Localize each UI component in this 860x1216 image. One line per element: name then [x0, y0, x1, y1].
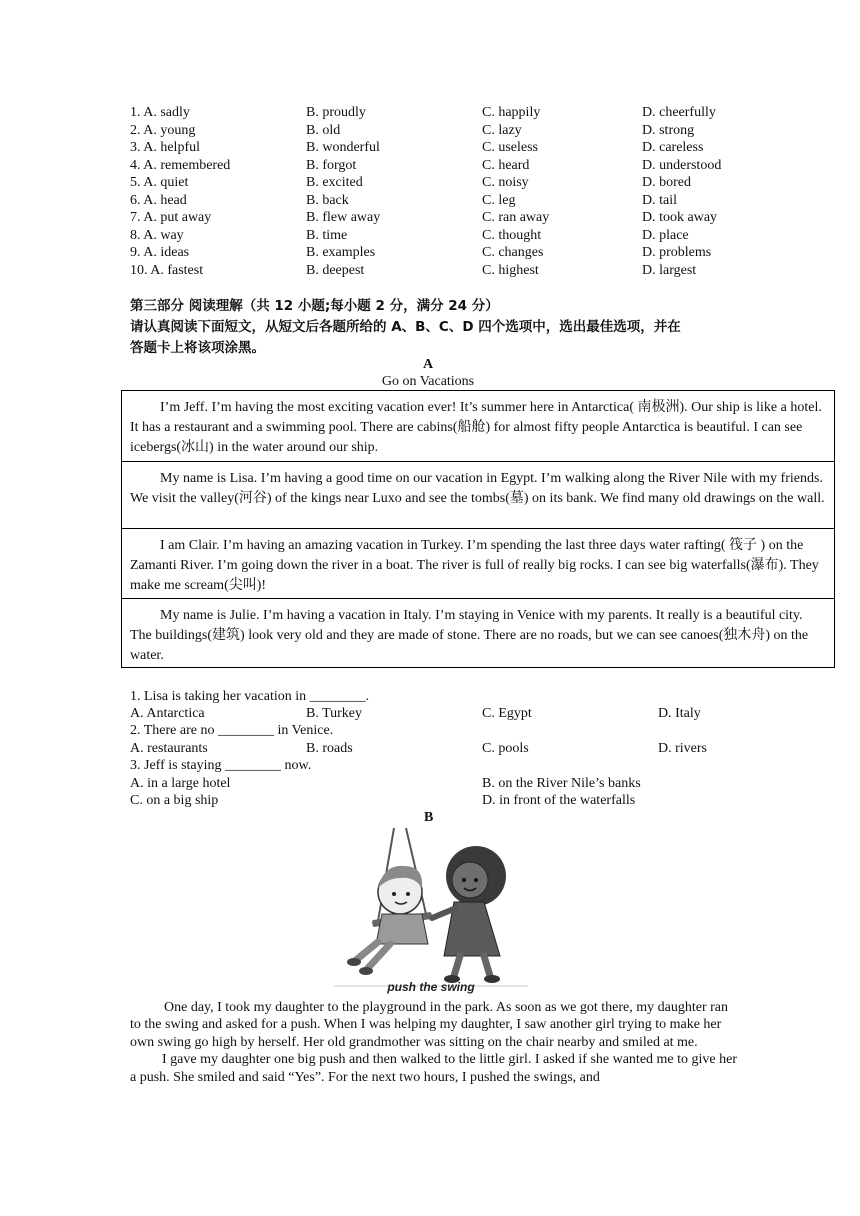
passage-a-title: Go on Vacations [381, 374, 475, 389]
cloze-row [130, 122, 830, 140]
cloze-option-a: 9. A. ideas [130, 245, 190, 260]
option-a: A. restaurants [130, 741, 208, 756]
cloze-row [130, 227, 830, 245]
cloze-option-d: D. cheerfully [642, 105, 716, 120]
cloze-row [130, 139, 830, 157]
section-title: 第三部分 阅读理解（共 12 小题;每小题 2 分，满分 24 分） [130, 298, 499, 314]
box-text: My name is Lisa. I’m having a good time on our vacation in Egypt. I’m walking along the River Nile with my friends. We visit the valley(河谷) of the kings near Luxo and see the tombs(墓) on its bank. We find many old drawings on the wall. [130, 471, 825, 506]
cloze-row [130, 174, 830, 192]
cloze-row [130, 209, 830, 227]
cloze-option-a: 10. A. fastest [130, 262, 204, 278]
question-options [130, 705, 830, 723]
option-a: A. Antarctica [130, 706, 205, 721]
option-c: C. on a big ship [130, 793, 219, 808]
option-b: B. on the River Nile’s banks [482, 776, 641, 791]
section-instruction: 请认真阅读下面短文，从短文后各题所给的 A、B、C、D 四个选项中，选出最佳选项，并在 [130, 319, 681, 335]
cloze-row [130, 192, 830, 210]
cloze-option-b: B. back [306, 192, 349, 208]
cloze-option-c: C. noisy [482, 175, 529, 190]
cloze-option-a: 2. A. young [130, 122, 196, 138]
cloze-option-c: C. useless [482, 140, 538, 155]
passage-b-paragraph: One day, I took my daughter to the playground in the park. As soon as we got there, my daughter ran to the swing and asked for a push. When I was helping my daughter, I saw another girl trying to make her own swing go high by herself. Her old grandmother was sitting on the chair nearby and smiled at me. [130, 1000, 729, 1050]
cloze-option-c: C. heard [482, 157, 530, 173]
cloze-row [130, 157, 830, 175]
box-text: I’m Jeff. I’m having the most exciting vacation ever! It’s summer here in Antarctica( 南极洲). Our ship is like a hotel. It has a restaurant and a swimming pool. There are cabins(船舱) for almost fifty people Antarctica is beautiful. I can see icebergs(冰山) in the water around our ship. [130, 400, 822, 455]
cloze-option-a: 5. A. quiet [130, 175, 189, 190]
cloze-option-a: 4. A. remembered [130, 157, 231, 173]
cloze-option-b: B. forgot [306, 157, 357, 173]
option-b: B. roads [306, 741, 353, 756]
box-text: My name is Julie. I’m having a vacation in Italy. I’m staying in Venice with my parents. It really is a beautiful city. The buildings(建筑) look very old and they are made of stone. There are no roads, but we can see canoes(独木舟) on the water. [130, 608, 809, 663]
question-stem [130, 757, 830, 775]
cloze-option-c: C. highest [482, 262, 539, 278]
cloze-option-b: B. examples [306, 245, 376, 260]
cloze-row [130, 104, 830, 122]
box-text: I am Clair. I’m having an amazing vacation in Turkey. I’m spending the last three days water rafting( 筏子 ) on the Zamanti River. I’m going down the river in a boat. The river is full of really big rocks. I can see big waterfalls(瀑布). They make me scream(尖叫)! [130, 538, 819, 593]
cloze-option-a: 8. A. way [130, 227, 184, 243]
cloze-option-b: B. proudly [306, 105, 366, 120]
cloze-option-a: 1. A. sadly [130, 105, 190, 120]
passage-a-letter: A [422, 357, 434, 372]
cloze-option-c: C. thought [482, 227, 542, 243]
question-options [130, 792, 830, 810]
passage-a-box-julie [121, 599, 835, 668]
image-caption: push the swing [387, 980, 475, 994]
cloze-option-d: D. bored [642, 175, 691, 190]
cloze-option-c: C. lazy [482, 122, 522, 138]
cloze-option-c: C. ran away [482, 210, 550, 225]
passage-b-paragraph: I gave my daughter one big push and then walked to the little girl. I asked if she wanted me to give her a push. She smiled and said “Yes”. For the next two hours, I pushed the swings, and [130, 1052, 738, 1085]
cloze-option-b: B. old [306, 122, 341, 138]
cloze-option-a: 7. A. put away [130, 210, 212, 225]
cloze-option-d: D. strong [642, 122, 695, 138]
cloze-option-d: D. largest [642, 262, 697, 278]
question-3-stem: 3. Jeff is staying ________ now. [130, 758, 312, 773]
section-instruction-continued: 答题卡上将该项涂黑。 [130, 340, 265, 356]
option-d: D. Italy [658, 706, 701, 721]
option-a: A. in a large hotel [130, 776, 231, 791]
swing-illustration [334, 826, 528, 996]
swing-image [334, 826, 528, 996]
question-1-stem: 1. Lisa is taking her vacation in ________. [130, 689, 370, 704]
cloze-option-d: D. tail [642, 192, 677, 208]
cloze-option-b: B. wonderful [306, 140, 380, 155]
cloze-option-c: C. happily [482, 105, 541, 120]
question-options [130, 775, 830, 793]
passage-a-box-clair [121, 529, 835, 599]
cloze-option-b: B. time [306, 227, 348, 243]
option-b: B. Turkey [306, 706, 363, 721]
cloze-option-d: D. problems [642, 245, 712, 260]
passage-a-box-jeff [121, 390, 835, 462]
question-stem [130, 688, 830, 706]
option-d: D. in front of the waterfalls [482, 793, 636, 808]
question-stem [130, 722, 830, 740]
cloze-option-a: 6. A. head [130, 192, 187, 208]
cloze-option-b: B. excited [306, 175, 363, 190]
cloze-option-b: B. flew away [306, 210, 381, 225]
cloze-option-b: B. deepest [306, 262, 365, 278]
question-2-stem: 2. There are no ________ in Venice. [130, 723, 334, 738]
cloze-option-d: D. place [642, 227, 689, 243]
cloze-option-c: C. leg [482, 192, 516, 208]
cloze-option-a: 3. A. helpful [130, 140, 200, 155]
option-d: D. rivers [658, 741, 707, 756]
cloze-row [130, 262, 830, 280]
question-options [130, 740, 830, 758]
cloze-option-c: C. changes [482, 245, 544, 260]
passage-b-letter: B [424, 810, 434, 825]
option-c: C. Egypt [482, 706, 532, 721]
cloze-option-d: D. careless [642, 140, 704, 155]
passage-a-box-lisa [121, 462, 835, 529]
cloze-option-d: D. understood [642, 157, 722, 173]
cloze-option-d: D. took away [642, 210, 718, 225]
cloze-row [130, 244, 830, 262]
option-c: C. pools [482, 741, 529, 756]
passage-b-text [130, 999, 740, 1086]
